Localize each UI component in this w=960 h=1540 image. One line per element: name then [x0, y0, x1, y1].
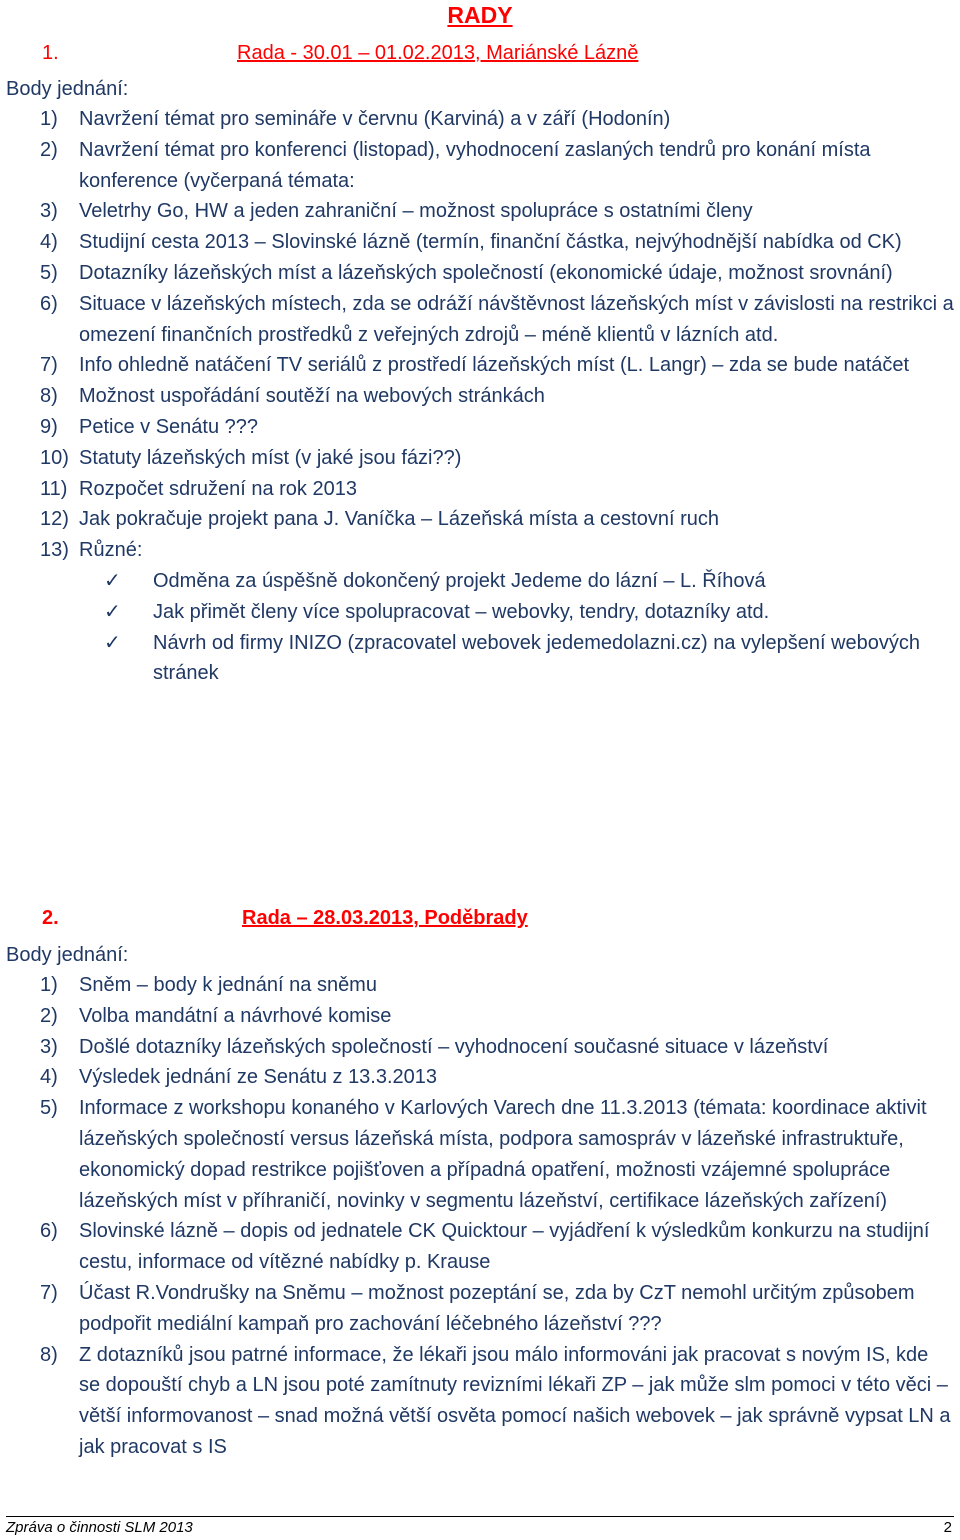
list-item: 4) Výsledek jednání ze Senátu z 13.3.2013: [40, 1066, 438, 1089]
meeting-title: Rada – 28.03.2013, Poděbrady: [242, 907, 528, 929]
checkmark-icon: ✓: [104, 600, 121, 623]
footer-text: Zpráva o činnosti SLM 2013: [6, 1519, 193, 1536]
agenda-list-meeting-2: [0, 970, 960, 1463]
meeting-1-heading: [42, 38, 942, 68]
list-item: 1) Navržení témat pro semináře v červnu (Karviná) a v září (Hodonín): [40, 108, 671, 130]
checkmark-icon: ✓: [104, 631, 121, 654]
check-item: ✓ Odměna za úspěšně dokončený projekt Jedeme do lázní – L. Říhová: [0, 566, 954, 597]
page-number: 2: [943, 1519, 952, 1536]
list-item: 9) Petice v Senátu ???: [40, 415, 259, 438]
list-item: 7) Info ohledně natáčení TV seriálů z prostředí lázeňských míst (L. Langr) – zda se bude natáčet: [40, 354, 910, 377]
list-item: 4) Studijní cesta 2013 – Slovinské lázně (termín, finanční částka, nejvýhodnější nabídka od CK): [40, 231, 902, 254]
meeting-number: 1.: [42, 42, 59, 64]
agenda-list-meeting-1: [0, 104, 960, 689]
list-item: 5) Informace z workshopu konaného v Karlových Varech dne 11.3.2013 (témata: koordinace aktivit lázeňských společností versus lázeňská místa, podpora samospráv v lázeňské infrastruktuře, ekonomický dopad restrikce pojišťoven a případná opatření, možnosti vzájemné spolupráce lázeňských míst v příhraničí, novinky v segmentu lázeňství, certifikace lázeňských zařízení): [40, 1097, 927, 1212]
list-item: 13) Různé: ✓ Odměna za úspěšně dokončený projekt Jedeme do lázní – L. Říhová ✓ Jak přimět členy více spolupracovat – webovky, tendry, dotazníky atd. ✓ Návrh od firmy INIZO (zpracovatel webovek jedemedolazni.cz) na vylepšení webových stránek: [0, 535, 960, 689]
list-item: 11) Rozpočet sdružení na rok 2013: [40, 477, 357, 500]
list-item: 8) Z dotazníků jsou patrné informace, že lékaři jsou málo informováni jak pracovat s novým IS, kde se dopouští chyb a LN jsou poté zamítnuty revizními lékaři ZP – jak může slm pomoci v této věci – větší informovanost – snad možná větší osvěta pomocí našich webovek – jak správně vypsat LN a jak pracovat s IS: [40, 1343, 951, 1458]
list-item: 6) Slovinské lázně – dopis od jednatele CK Quicktour – vyjádření k výsledkům konkurzu na studijní cestu, informace od vítězné nabídky p. Krause: [40, 1220, 930, 1274]
meeting-title: Rada - 30.01 – 01.02.2013, Mariánské Lázně: [237, 42, 639, 64]
agenda-label: Body jednání:: [6, 78, 129, 100]
list-item: 6) Situace v lázeňských místech, zda se odráží návštěvnost lázeňských míst v závislosti na restrikci a omezení finančních prostředků z veřejných zdrojů – méně klientů v lázních atd.: [40, 292, 954, 346]
check-item: ✓ Návrh od firmy INIZO (zpracovatel webovek jedemedolazni.cz) na vylepšení webových stránek: [0, 628, 954, 690]
list-item: 2) Navržení témat pro konferenci (listopad), vyhodnocení zaslaných tendrů pro konání místa konference (vyčerpaná témata:: [40, 138, 871, 192]
meeting-number: 2.: [42, 907, 59, 929]
check-item: ✓ Jak přimět členy více spolupracovat – webovky, tendry, dotazníky atd.: [0, 597, 954, 628]
list-item: 7) Účast R.Vondrušky na Sněmu – možnost pozeptání se, zda by CzT nemohl určitým způsobem podpořit mediální kampaň pro zachování léčebného lázeňství ???: [40, 1281, 915, 1335]
list-item: 12) Jak pokračuje projekt pana J. Vaníčka – Lázeňská místa a cestovní ruch: [40, 508, 719, 531]
list-item: 8) Možnost uspořádání soutěží na webových stránkách: [40, 385, 545, 408]
list-item: 1) Sněm – body k jednání na sněmu: [40, 974, 377, 996]
check-list: [0, 566, 954, 689]
list-item: 10) Statuty lázeňských míst (v jaké jsou fázi??): [40, 446, 462, 469]
list-item: 2) Volba mandátní a návrhové komise: [40, 1004, 392, 1027]
agenda-label: Body jednání:: [6, 944, 129, 966]
list-item: 3) Veletrhy Go, HW a jeden zahraniční – možnost spolupráce s ostatními členy: [40, 200, 753, 223]
footer-divider: [6, 1516, 954, 1517]
checkmark-icon: ✓: [104, 569, 121, 592]
list-item: 3) Došlé dotazníky lázeňských společností – vyhodnocení současné situace v lázeňství: [40, 1035, 829, 1058]
meeting-2-heading: [42, 903, 942, 933]
page-title: RADY: [447, 2, 513, 28]
list-item: 5) Dotazníky lázeňských míst a lázeňských společností (ekonomické údaje, možnost srovnání): [40, 261, 893, 284]
